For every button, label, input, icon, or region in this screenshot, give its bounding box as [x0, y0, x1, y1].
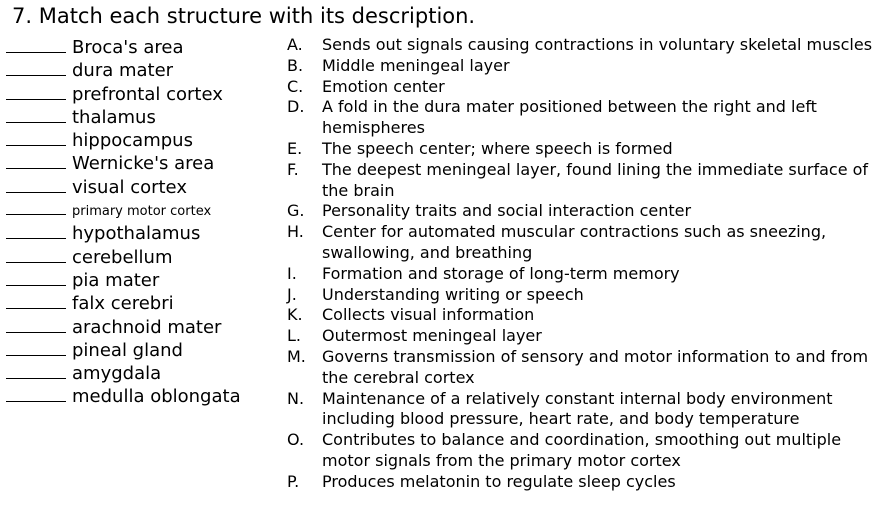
description-text: Understanding writing or speech [322, 284, 584, 304]
description-item [287, 326, 886, 347]
description-text: Governs transmission of sensory and motor information to and from the cerebral cortex [322, 346, 869, 387]
term-label: dura mater [72, 60, 174, 82]
answer-blank[interactable] [6, 270, 66, 286]
description-letter: O. [287, 430, 305, 450]
description-item [287, 160, 886, 202]
description-letter: J. [287, 284, 297, 304]
description-item [287, 139, 886, 160]
description-text: Collects visual information [322, 305, 535, 325]
description-letter: N. [287, 388, 305, 408]
description-letter: H. [287, 222, 304, 242]
term-row [6, 385, 276, 408]
description-item [287, 201, 886, 222]
answer-blank[interactable] [6, 37, 66, 53]
term-label: medulla oblongata [72, 386, 241, 408]
question-title: 7. Match each structure with its description. [12, 4, 476, 28]
term-label: falx cerebri [72, 293, 174, 315]
term-row [6, 176, 276, 199]
term-row [6, 269, 276, 292]
description-letter: B. [287, 55, 304, 75]
answer-blank[interactable] [6, 247, 66, 263]
description-text: Emotion center [322, 76, 445, 96]
term-row [6, 152, 276, 175]
term-row [6, 362, 276, 385]
term-label: Broca's area [72, 37, 184, 58]
term-label: amygdala [72, 363, 162, 385]
description-item [287, 285, 886, 306]
term-label: arachnoid mater [72, 316, 222, 338]
description-letter: K. [287, 305, 303, 325]
description-item [287, 222, 886, 264]
description-letter: E. [287, 138, 303, 158]
description-letter: P. [287, 471, 300, 491]
description-item [287, 389, 886, 431]
description-item [287, 77, 886, 98]
term-row [6, 129, 276, 152]
answer-blank[interactable] [6, 153, 66, 169]
answer-blank[interactable] [6, 107, 66, 123]
term-label: thalamus [72, 106, 156, 128]
description-letter: G. [287, 201, 305, 221]
answer-blank[interactable] [6, 177, 66, 193]
term-label: pineal gland [72, 339, 183, 361]
description-letter: I. [287, 263, 297, 283]
description-text: Maintenance of a relatively constant internal body environment including blood pressure, heart rate, and body temperature [322, 388, 833, 429]
answer-blank[interactable] [6, 130, 66, 146]
description-text: Produces melatonin to regulate sleep cycles [322, 471, 676, 491]
description-text: Personality traits and social interaction center [322, 201, 692, 221]
descriptions-list [287, 35, 886, 493]
answer-blank[interactable] [6, 317, 66, 333]
description-item [287, 305, 886, 326]
description-item [287, 472, 886, 493]
description-item [287, 264, 886, 285]
description-letter: L. [287, 326, 301, 346]
description-text: The speech center; where speech is formed [322, 138, 673, 158]
description-text: Center for automated muscular contractions such as sneezing, swallowing, and breathing [322, 222, 827, 262]
term-label: primary motor cortex [72, 204, 212, 220]
answer-blank[interactable] [6, 84, 66, 100]
description-text: Middle meningeal layer [322, 55, 510, 75]
term-row [6, 222, 276, 245]
answer-blank[interactable] [6, 60, 66, 76]
term-row [6, 292, 276, 315]
description-letter: D. [287, 97, 305, 117]
description-letter: M. [287, 346, 306, 366]
description-text: The deepest meningeal layer, found lining the immediate surface of the brain [322, 159, 869, 200]
description-letter: C. [287, 76, 304, 96]
term-row [6, 339, 276, 362]
description-letter: A. [287, 35, 303, 54]
description-item [287, 430, 886, 472]
term-label: Wernicke's area [72, 153, 215, 175]
term-label: hypothalamus [72, 223, 201, 245]
description-text: Contributes to balance and coordination, smoothing out multiple motor signals from the primary motor cortex [322, 430, 842, 470]
description-text: Sends out signals causing contractions in voluntary skeletal muscles [322, 35, 873, 54]
term-label: pia mater [72, 269, 160, 291]
answer-blank[interactable] [6, 340, 66, 356]
term-label: cerebellum [72, 246, 173, 268]
term-row [6, 83, 276, 106]
description-text: Outermost meningeal layer [322, 326, 542, 346]
term-row [6, 106, 276, 129]
term-label: visual cortex [72, 176, 187, 198]
answer-blank[interactable] [6, 386, 66, 402]
description-text: Formation and storage of long-term memory [322, 263, 680, 283]
term-row [6, 59, 276, 82]
answer-blank[interactable] [6, 293, 66, 309]
answer-blank[interactable] [6, 199, 66, 215]
term-row [6, 199, 276, 222]
description-item [287, 97, 886, 139]
description-item [287, 35, 886, 56]
description-item [287, 56, 886, 77]
term-row [6, 316, 276, 339]
term-row [6, 36, 276, 59]
terms-list [6, 36, 276, 409]
answer-blank[interactable] [6, 223, 66, 239]
term-label: hippocampus [72, 130, 193, 152]
description-letter: F. [287, 159, 299, 179]
description-item [287, 347, 886, 389]
answer-blank[interactable] [6, 363, 66, 379]
term-row [6, 246, 276, 269]
term-label: prefrontal cortex [72, 83, 223, 105]
description-text: A fold in the dura mater positioned between the right and left hemispheres [322, 97, 817, 138]
